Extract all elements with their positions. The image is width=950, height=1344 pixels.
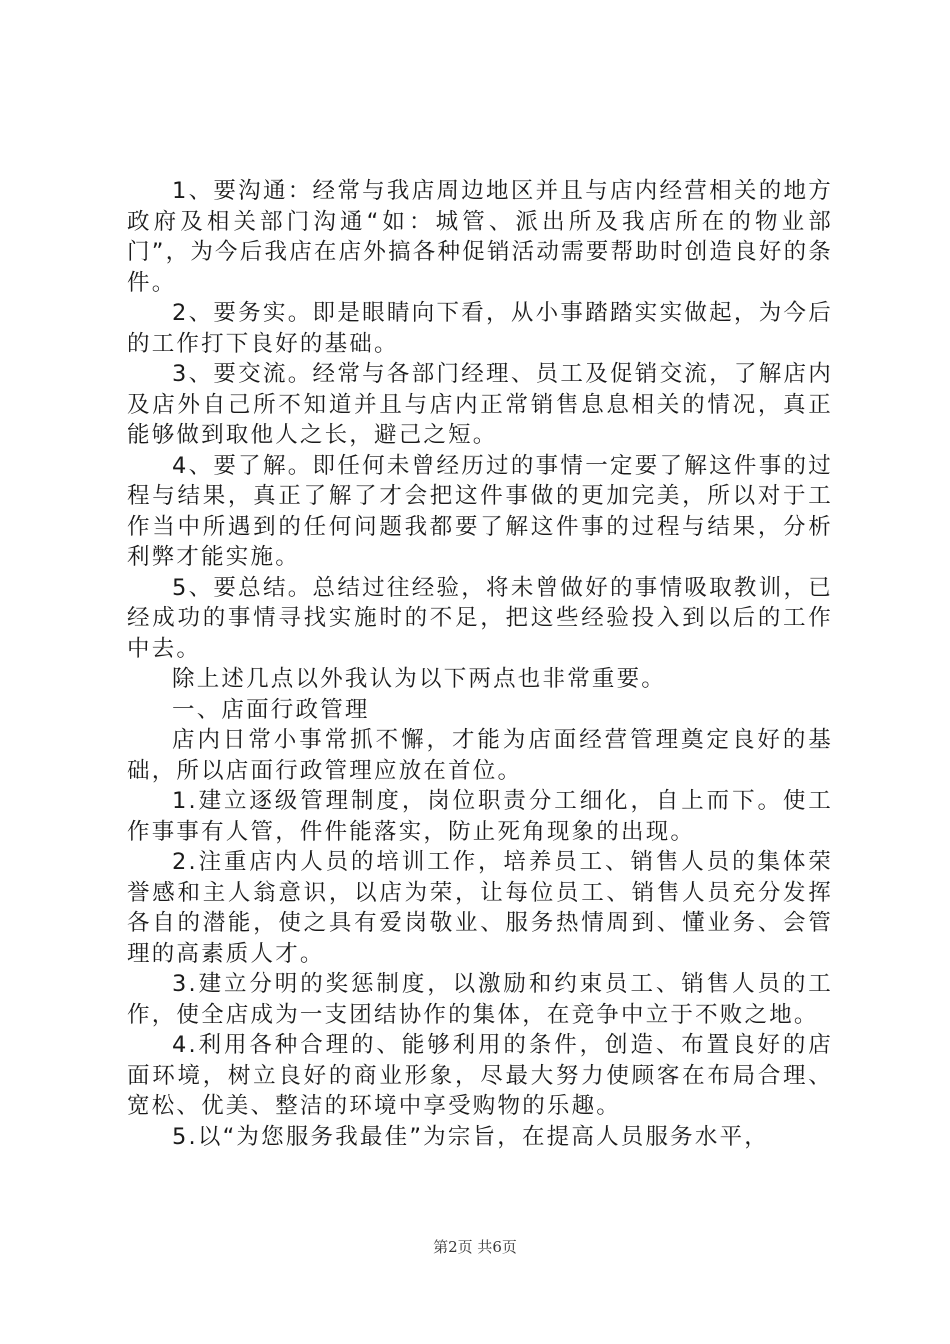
- paragraph-section-intro: 店内日常小事常抓不懈，才能为店面经营管理奠定良好的基础，所以店面行政管理应放在首位。: [127, 727, 833, 784]
- list-item-3: 3.建立分明的奖惩制度，以激励和约束员工、销售人员的工作，使全店成为一支团结协作的集体，在竞争中立于不败之地。: [127, 971, 833, 1028]
- paragraph-intro: 除上述几点以外我认为以下两点也非常重要。: [172, 666, 667, 692]
- paragraph-exchange: 3、要交流。经常与各部门经理、员工及促销交流，了解店内及店外自己所不知道并且与店内正常销售息息相关的情况，真正能够做到取他人之长，避己之短。: [127, 361, 833, 448]
- paragraph-summarize: 5、要总结。总结过往经验，将未曾做好的事情吸取教训，已经成功的事情寻找实施时的不足，把这些经验投入到以后的工作中去。: [127, 574, 833, 662]
- list-item-5: 5.以“为您服务我最佳”为宗旨，在提高人员服务水平，: [172, 1123, 769, 1150]
- list-item-2: 2.注重店内人员的培训工作，培养员工、销售人员的集体荣誉感和主人翁意识，以店为荣，让每位员工、销售人员充分发挥各自的潜能，使之具有爱岗敬业、服务热情周到、懂业务、会管理的高素质人才。: [127, 849, 833, 967]
- paragraph-understand: 4、要了解。即任何未曾经历过的事情一定要了解这件事的过程与结果，真正了解了才会把这件事做的更加完美，所以对于工作当中所遇到的任何问题我都要了解这件事的过程与结果，分析利弊才能实施。: [127, 452, 833, 570]
- document-body: [127, 176, 833, 1152]
- list-item-1: 1.建立逐级管理制度，岗位职责分工细化，自上而下。使工作事事有人管，件件能落实，防止死角现象的出现。: [127, 788, 833, 845]
- list-item-4: 4.利用各种合理的、能够利用的条件，创造、布置良好的店面环境，树立良好的商业形象，尽最大努力使顾客在布局合理、宽松、优美、整洁的环境中享受购物的乐趣。: [127, 1032, 833, 1119]
- page-number: 第2页 共6页: [433, 1238, 517, 1256]
- section-heading: 一、店面行政管理: [172, 696, 370, 723]
- paragraph-communicate: 1、要沟通：经常与我店周边地区并且与店内经营相关的地方政府及相关部门沟通“如：城管、派出所及我店所在的物业部门”，为今后我店在店外搞各种促销活动需要帮助时创造良好的条件。: [127, 178, 833, 296]
- paragraph-pragmatic: 2、要务实。即是眼睛向下看，从小事踏踏实实做起，为今后的工作打下良好的基础。: [127, 300, 833, 357]
